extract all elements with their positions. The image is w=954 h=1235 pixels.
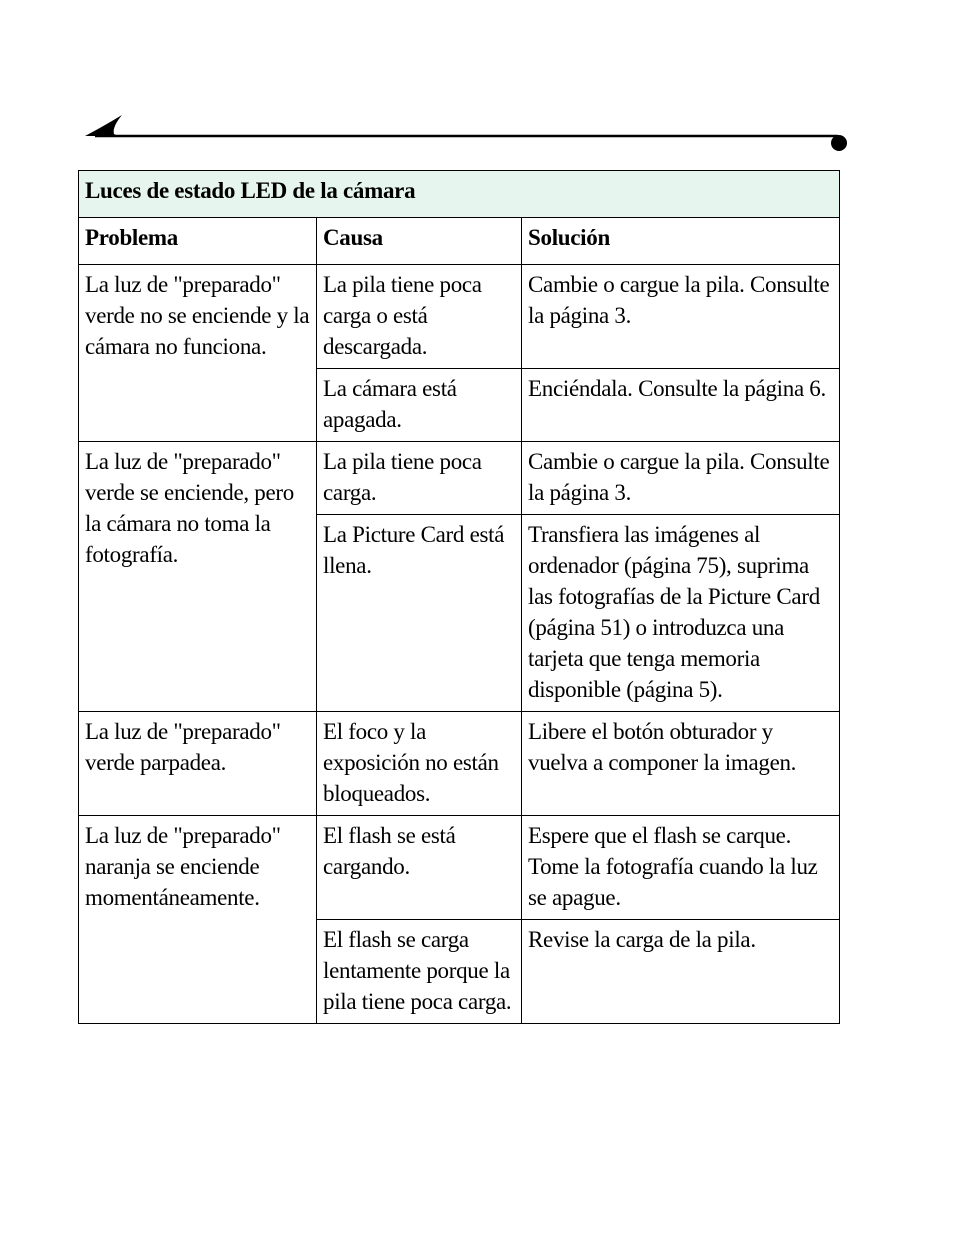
table-row xyxy=(79,816,840,920)
column-header-problem: Problema xyxy=(79,218,317,265)
table-title: Luces de estado LED de la cámara xyxy=(79,171,840,218)
rule-end-dot-icon xyxy=(831,135,847,151)
column-header-cause: Causa xyxy=(317,218,522,265)
column-header-solution: Solución xyxy=(522,218,840,265)
cause-cell: La pila tiene poca carga. xyxy=(317,442,522,515)
problem-cell: La luz de "preparado" verde no se enciende y la cámara no funciona. xyxy=(79,265,317,442)
problem-cell: La luz de "preparado" naranja se enciende momentáneamente. xyxy=(79,816,317,1024)
table-row xyxy=(79,442,840,515)
arrow-head-icon xyxy=(85,115,122,136)
solution-cell: Transfiera las imágenes al ordenador (página 75), suprima las fotografías de la Picture Card (página 51) o introduzca una tarjeta que tenga memoria disponible (página 5). xyxy=(522,515,840,712)
solution-cell: Enciéndala. Consulte la página 6. xyxy=(522,369,840,442)
problem-cell: La luz de "preparado" verde parpadea. xyxy=(79,712,317,816)
solution-cell: Espere que el flash se carque. Tome la fotografía cuando la luz se apague. xyxy=(522,816,840,920)
solution-cell: Cambie o cargue la pila. Consulte la página 3. xyxy=(522,265,840,369)
table-row xyxy=(79,712,840,816)
table-row xyxy=(79,265,840,369)
table-header-row xyxy=(79,218,840,265)
table-title-row xyxy=(79,171,840,218)
header-rule-decoration xyxy=(0,0,954,170)
solution-cell: Libere el botón obturador y vuelva a componer la imagen. xyxy=(522,712,840,816)
cause-cell: El flash se está cargando. xyxy=(317,816,522,920)
cause-cell: El flash se carga lentamente porque la pila tiene poca carga. xyxy=(317,920,522,1024)
solution-cell: Revise la carga de la pila. xyxy=(522,920,840,1024)
cause-cell: La cámara está apagada. xyxy=(317,369,522,442)
cause-cell: La pila tiene poca carga o está descargada. xyxy=(317,265,522,369)
cause-cell: La Picture Card está llena. xyxy=(317,515,522,712)
cause-cell: El foco y la exposición no están bloqueados. xyxy=(317,712,522,816)
solution-cell: Cambie o cargue la pila. Consulte la página 3. xyxy=(522,442,840,515)
led-status-table xyxy=(78,170,840,1024)
problem-cell: La luz de "preparado" verde se enciende, pero la cámara no toma la fotografía. xyxy=(79,442,317,712)
